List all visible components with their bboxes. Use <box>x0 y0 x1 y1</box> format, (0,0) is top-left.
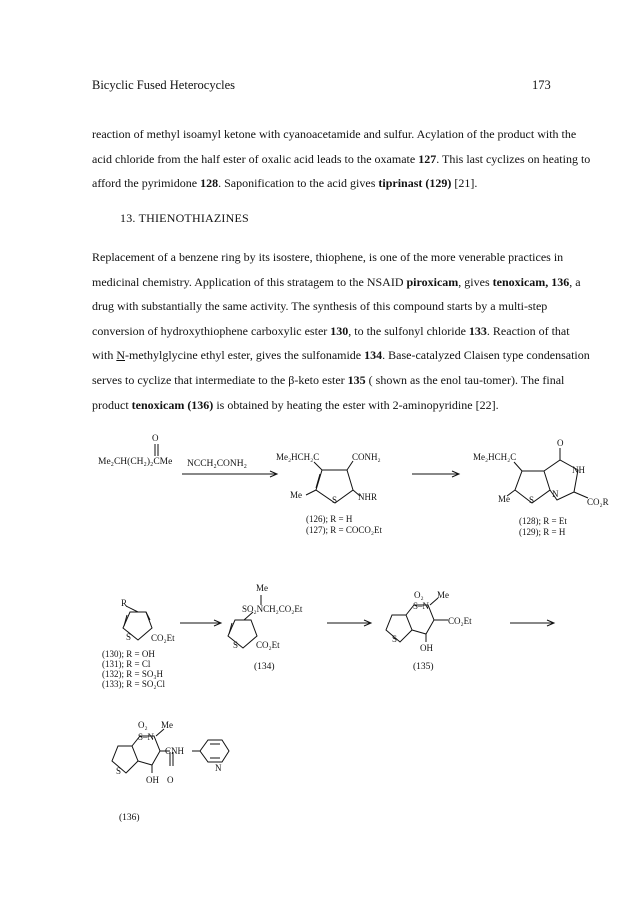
ketone-formula: Me₂CH(CH₂)₂CMe <box>98 457 173 467</box>
c136-cnh: CNH <box>165 746 185 756</box>
c128-nh: NH <box>572 465 585 475</box>
c134-s: S <box>233 640 239 650</box>
compound-136-ref-2: (136) <box>187 397 214 412</box>
bond-130-r <box>126 606 138 612</box>
c135-label: (135) <box>413 662 434 672</box>
drug-name-piroxicam: piroxicam <box>406 274 459 289</box>
bond-126-c <box>347 461 353 470</box>
thiophene-135 <box>386 615 412 642</box>
c135-sn: S–N <box>413 601 430 611</box>
c126-sub2: CONH₂ <box>352 452 381 462</box>
c130-r: R <box>121 598 128 608</box>
compound-128-ref: 128 <box>200 176 219 191</box>
bond-128-sub <box>514 462 522 471</box>
para1-text-3: . Saponification to the acid gives <box>218 176 379 191</box>
c136-label: (136) <box>119 813 140 823</box>
c130-s: S <box>126 632 132 642</box>
para2-text-2: , gives <box>458 274 493 289</box>
para2-text-1: Replacement of a benzene ring by its isostere, thiophene, is one of the more venerable practices in medicinal chemistry. Application of this stratagem to the NSAID <box>92 250 564 289</box>
c135-s: S <box>392 634 398 644</box>
para2-text-8: . Base-catalyzed Claisen type condensation serves to cyclize that intermediate to the β-keto ester <box>92 348 590 387</box>
para2-text-7: -methylglycine ethyl ester, gives the sulfonamide <box>125 348 365 363</box>
c126-line-2: (127); R = COCO₂Et <box>306 525 382 535</box>
c135-me: Me <box>437 590 449 600</box>
compound-134-ref: 134 <box>364 348 383 363</box>
c130-line-3: (132); R = SO₃H <box>102 669 163 679</box>
c136-o: O <box>167 775 174 785</box>
c130-line-4: (133); R = SO₂Cl <box>102 679 165 689</box>
c128-line-1: (128); R = Et <box>519 516 567 526</box>
c126-sub1: Me₂HCH₂C <box>276 452 320 462</box>
c128-me: Me <box>498 494 510 504</box>
bond-136-me <box>156 729 164 736</box>
c130-line-2: (131); R = Cl <box>102 659 151 669</box>
compound-130-ref: 130 <box>330 323 349 338</box>
para1-citation: [21]. <box>451 176 478 191</box>
c128-o: O <box>557 438 564 448</box>
para2-text-4: , a drug with substantially the same activity. The synthesis of this compound starts by a multi-step conversion of hydroxythiophene carboxylic ester <box>92 274 581 338</box>
c135-o2: O₂ <box>414 590 424 600</box>
reagent-label: NCCH₂CONH₂ <box>187 459 247 469</box>
c130-co2et: CO₂Et <box>151 633 175 643</box>
para2-text-6: . Reaction of that with <box>92 323 570 363</box>
bond-128-co2 <box>574 492 588 498</box>
section-heading: 13. THIENOTHIAZINES <box>120 211 249 225</box>
drug-name-tenoxicam: tenoxicam, <box>492 274 549 289</box>
para2-text-11: is obtained by heating the ester with 2-aminopyridine [22]. <box>213 397 499 412</box>
c134-me: Me <box>256 583 268 593</box>
c130-line-1: (130); R = OH <box>102 649 155 659</box>
drug-name-tenoxicam-2: tenoxicam <box>131 397 185 412</box>
c128-sub1: Me₂HCH₂C <box>473 452 517 462</box>
bond-126-a <box>316 474 320 488</box>
para1-text-1: reaction of methyl isoamyl ketone with cyanoacetamide and sulfur. Acylation of the product with the acid chloride from the half ester of oxalic acid leads to the oxamate <box>92 127 577 166</box>
compound-127-ref: 127 <box>418 151 437 166</box>
bond-126-b <box>314 462 322 470</box>
c134-so2: SO₂NCH₂CO₂Et <box>242 604 303 614</box>
page-number: 173 <box>532 78 551 92</box>
c136-me: Me <box>161 720 173 730</box>
c135-oh: OH <box>420 643 433 653</box>
c136-s: S <box>116 766 122 776</box>
c136-o2: O₂ <box>138 720 148 730</box>
c134-co2et: CO₂Et <box>256 640 280 650</box>
c126-me: Me <box>290 490 302 500</box>
para2-text-5: , to the sulfonyl chloride <box>348 323 469 338</box>
c135-co2et: CO₂Et <box>448 616 472 626</box>
c128-s: S <box>529 495 535 505</box>
para1-text-2: . This last cyclizes on heating to afford the pyrimidone <box>92 151 591 191</box>
para2-text-9: ( shown as the enol tau-tomer). The final product <box>92 372 565 412</box>
c126-s: S <box>332 495 338 505</box>
c126-nhr: NHR <box>358 492 378 502</box>
ketone-o: O <box>152 433 159 443</box>
n-prefix: N <box>116 348 126 363</box>
c126-line-1: (126); R = H <box>306 514 353 524</box>
c136-sn: S–N <box>138 732 155 742</box>
compound-129-ref: (129) <box>425 176 452 191</box>
c136-oh: OH <box>146 775 159 785</box>
bond-130-b <box>146 612 150 620</box>
pyridine-136 <box>200 740 229 762</box>
compound-136-ref: 136 <box>551 274 570 289</box>
compound-135-ref: 135 <box>347 372 366 387</box>
compound-133-ref: 133 <box>468 323 487 338</box>
c136-n: N <box>215 763 222 773</box>
c128-co2: CO₂R <box>587 497 609 507</box>
c128-n: N <box>552 489 559 499</box>
bond-126-d <box>306 490 316 495</box>
drug-name-tiprinast: tiprinast <box>378 176 423 191</box>
running-title: Bicyclic Fused Heterocycles <box>92 78 236 92</box>
c134-label: (134) <box>254 662 275 672</box>
c128-line-2: (129); R = H <box>519 527 566 537</box>
